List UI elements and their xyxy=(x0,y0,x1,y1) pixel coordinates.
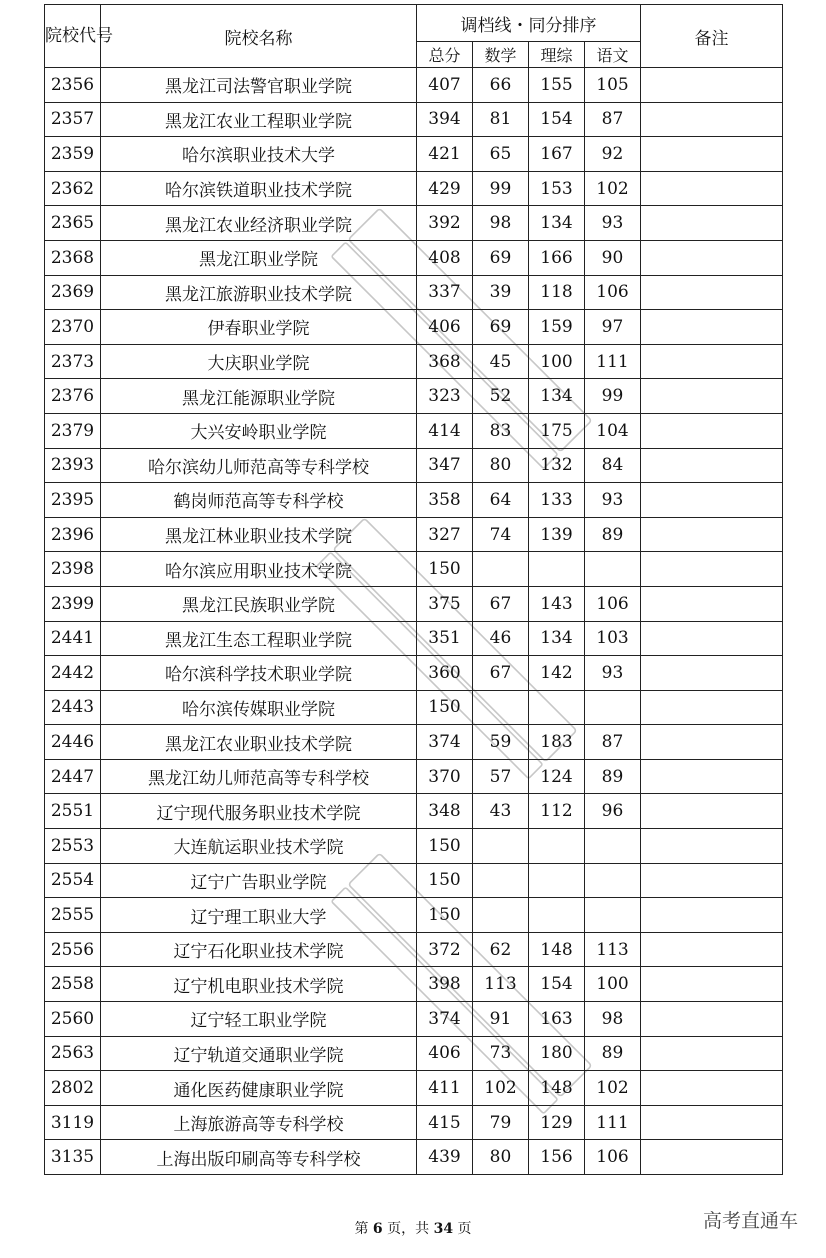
total-cell: 347 xyxy=(417,448,473,483)
science-cell: 133 xyxy=(529,483,585,518)
chinese-cell: 100 xyxy=(585,967,641,1002)
remark-cell xyxy=(641,898,783,933)
science-cell xyxy=(529,552,585,587)
code-cell: 2443 xyxy=(45,690,101,725)
name-cell: 大庆职业学院 xyxy=(101,344,417,379)
code-cell: 2399 xyxy=(45,586,101,621)
name-cell: 哈尔滨职业技术大学 xyxy=(101,137,417,172)
code-cell: 2446 xyxy=(45,725,101,760)
code-cell: 2373 xyxy=(45,344,101,379)
remark-cell xyxy=(641,171,783,206)
science-cell: 154 xyxy=(529,967,585,1002)
math-cell: 52 xyxy=(473,379,529,414)
total-cell: 327 xyxy=(417,517,473,552)
total-cell: 406 xyxy=(417,310,473,345)
math-cell: 62 xyxy=(473,932,529,967)
math-cell xyxy=(473,552,529,587)
code-cell: 2553 xyxy=(45,829,101,864)
total-cell: 421 xyxy=(417,137,473,172)
code-cell: 2359 xyxy=(45,137,101,172)
remark-cell xyxy=(641,275,783,310)
table-row xyxy=(45,759,783,794)
remark-cell xyxy=(641,932,783,967)
science-cell: 154 xyxy=(529,102,585,137)
name-cell: 上海出版印刷高等专科学校 xyxy=(101,1140,417,1175)
remark-cell xyxy=(641,794,783,829)
name-cell: 辽宁现代服务职业技术学院 xyxy=(101,794,417,829)
remark-cell xyxy=(641,102,783,137)
remark-cell xyxy=(641,483,783,518)
science-cell: 163 xyxy=(529,1002,585,1037)
math-cell: 83 xyxy=(473,413,529,448)
admission-score-table xyxy=(44,4,783,1175)
math-cell: 43 xyxy=(473,794,529,829)
chinese-cell: 106 xyxy=(585,275,641,310)
table-row xyxy=(45,863,783,898)
total-cell: 398 xyxy=(417,967,473,1002)
total-cell: 150 xyxy=(417,552,473,587)
name-cell: 鹤岗师范高等专科学校 xyxy=(101,483,417,518)
chinese-cell: 87 xyxy=(585,102,641,137)
name-cell: 哈尔滨传媒职业学院 xyxy=(101,690,417,725)
name-cell: 上海旅游高等专科学校 xyxy=(101,1105,417,1140)
total-cell: 351 xyxy=(417,621,473,656)
header-science: 理综 xyxy=(529,42,585,68)
table-row xyxy=(45,137,783,172)
math-cell: 66 xyxy=(473,68,529,103)
name-cell: 哈尔滨幼儿师范高等专科学校 xyxy=(101,448,417,483)
code-cell: 2441 xyxy=(45,621,101,656)
table-row xyxy=(45,586,783,621)
math-cell: 45 xyxy=(473,344,529,379)
table-row xyxy=(45,1071,783,1106)
table-row xyxy=(45,517,783,552)
remark-cell xyxy=(641,690,783,725)
header-school-name: 院校名称 xyxy=(101,5,417,68)
science-cell: 159 xyxy=(529,310,585,345)
chinese-cell: 98 xyxy=(585,1002,641,1037)
code-cell: 2563 xyxy=(45,1036,101,1071)
code-cell: 2802 xyxy=(45,1071,101,1106)
math-cell: 59 xyxy=(473,725,529,760)
remark-cell xyxy=(641,1002,783,1037)
name-cell: 黑龙江农业职业技术学院 xyxy=(101,725,417,760)
total-cell: 392 xyxy=(417,206,473,241)
total-cell: 394 xyxy=(417,102,473,137)
total-pages: 34 xyxy=(433,1221,454,1237)
total-cell: 439 xyxy=(417,1140,473,1175)
science-cell: 175 xyxy=(529,413,585,448)
table-row xyxy=(45,448,783,483)
code-cell: 2395 xyxy=(45,483,101,518)
remark-cell xyxy=(641,586,783,621)
name-cell: 黑龙江旅游职业技术学院 xyxy=(101,275,417,310)
code-cell: 2554 xyxy=(45,863,101,898)
chinese-cell xyxy=(585,690,641,725)
remark-cell xyxy=(641,863,783,898)
total-cell: 368 xyxy=(417,344,473,379)
total-cell: 374 xyxy=(417,725,473,760)
remark-cell xyxy=(641,240,783,275)
math-cell: 99 xyxy=(473,171,529,206)
table-row xyxy=(45,379,783,414)
total-cell: 323 xyxy=(417,379,473,414)
math-cell: 98 xyxy=(473,206,529,241)
math-cell xyxy=(473,829,529,864)
remark-cell xyxy=(641,725,783,760)
table-row xyxy=(45,725,783,760)
code-cell: 2551 xyxy=(45,794,101,829)
name-cell: 黑龙江幼儿师范高等专科学校 xyxy=(101,759,417,794)
table-body xyxy=(45,68,783,1175)
code-cell: 2370 xyxy=(45,310,101,345)
science-cell: 156 xyxy=(529,1140,585,1175)
total-cell: 407 xyxy=(417,68,473,103)
science-cell: 148 xyxy=(529,932,585,967)
name-cell: 哈尔滨应用职业技术学院 xyxy=(101,552,417,587)
table-row xyxy=(45,656,783,691)
science-cell: 153 xyxy=(529,171,585,206)
code-cell: 2556 xyxy=(45,932,101,967)
remark-cell xyxy=(641,448,783,483)
math-cell: 73 xyxy=(473,1036,529,1071)
name-cell: 黑龙江职业学院 xyxy=(101,240,417,275)
name-cell: 辽宁轻工职业学院 xyxy=(101,1002,417,1037)
math-cell xyxy=(473,690,529,725)
current-page: 6 xyxy=(372,1221,383,1237)
science-cell: 132 xyxy=(529,448,585,483)
math-cell: 69 xyxy=(473,240,529,275)
name-cell: 黑龙江司法警官职业学院 xyxy=(101,68,417,103)
chinese-cell: 97 xyxy=(585,310,641,345)
remark-cell xyxy=(641,1071,783,1106)
table-row xyxy=(45,898,783,933)
name-cell: 辽宁理工职业大学 xyxy=(101,898,417,933)
code-cell: 2555 xyxy=(45,898,101,933)
code-cell: 2442 xyxy=(45,656,101,691)
total-cell: 358 xyxy=(417,483,473,518)
total-cell: 150 xyxy=(417,863,473,898)
code-cell: 3135 xyxy=(45,1140,101,1175)
total-cell: 360 xyxy=(417,656,473,691)
name-cell: 黑龙江民族职业学院 xyxy=(101,586,417,621)
table-row xyxy=(45,206,783,241)
chinese-cell: 89 xyxy=(585,517,641,552)
math-cell: 102 xyxy=(473,1071,529,1106)
science-cell: 155 xyxy=(529,68,585,103)
math-cell: 67 xyxy=(473,656,529,691)
code-cell: 2368 xyxy=(45,240,101,275)
chinese-cell: 104 xyxy=(585,413,641,448)
math-cell: 74 xyxy=(473,517,529,552)
math-cell: 81 xyxy=(473,102,529,137)
science-cell: 180 xyxy=(529,1036,585,1071)
science-cell: 134 xyxy=(529,621,585,656)
code-cell: 2396 xyxy=(45,517,101,552)
chinese-cell: 106 xyxy=(585,1140,641,1175)
total-cell: 370 xyxy=(417,759,473,794)
code-cell: 2398 xyxy=(45,552,101,587)
name-cell: 大连航运职业技术学院 xyxy=(101,829,417,864)
math-cell: 79 xyxy=(473,1105,529,1140)
remark-cell xyxy=(641,1140,783,1175)
total-cell: 375 xyxy=(417,586,473,621)
table-row xyxy=(45,1002,783,1037)
science-cell xyxy=(529,898,585,933)
remark-cell xyxy=(641,68,783,103)
header-math: 数学 xyxy=(473,42,529,68)
name-cell: 黑龙江农业经济职业学院 xyxy=(101,206,417,241)
table-row xyxy=(45,1140,783,1175)
total-cell: 429 xyxy=(417,171,473,206)
table-row xyxy=(45,1105,783,1140)
code-cell: 2365 xyxy=(45,206,101,241)
chinese-cell: 111 xyxy=(585,1105,641,1140)
remark-cell xyxy=(641,379,783,414)
table-row xyxy=(45,967,783,1002)
code-cell: 2357 xyxy=(45,102,101,137)
header-cutoff-group: 调档线・同分排序 xyxy=(417,5,641,42)
remark-cell xyxy=(641,621,783,656)
name-cell: 辽宁石化职业技术学院 xyxy=(101,932,417,967)
remark-cell xyxy=(641,829,783,864)
total-cell: 406 xyxy=(417,1036,473,1071)
science-cell: 124 xyxy=(529,759,585,794)
science-cell: 129 xyxy=(529,1105,585,1140)
math-cell: 80 xyxy=(473,448,529,483)
remark-cell xyxy=(641,344,783,379)
chinese-cell: 84 xyxy=(585,448,641,483)
chinese-cell: 93 xyxy=(585,483,641,518)
header-remark: 备注 xyxy=(641,5,783,68)
table-row xyxy=(45,829,783,864)
total-cell: 348 xyxy=(417,794,473,829)
code-cell: 2447 xyxy=(45,759,101,794)
science-cell: 134 xyxy=(529,206,585,241)
name-cell: 黑龙江农业工程职业学院 xyxy=(101,102,417,137)
name-cell: 哈尔滨铁道职业技术学院 xyxy=(101,171,417,206)
code-cell: 2558 xyxy=(45,967,101,1002)
header-school-code: 院校代号 xyxy=(45,5,101,68)
chinese-cell: 92 xyxy=(585,137,641,172)
total-cell: 411 xyxy=(417,1071,473,1106)
math-cell xyxy=(473,863,529,898)
table-row xyxy=(45,171,783,206)
table-row xyxy=(45,483,783,518)
math-cell: 39 xyxy=(473,275,529,310)
table-row xyxy=(45,102,783,137)
code-cell: 2379 xyxy=(45,413,101,448)
remark-cell xyxy=(641,759,783,794)
science-cell xyxy=(529,690,585,725)
total-cell: 337 xyxy=(417,275,473,310)
chinese-cell: 111 xyxy=(585,344,641,379)
code-cell: 2356 xyxy=(45,68,101,103)
total-cell: 372 xyxy=(417,932,473,967)
science-cell xyxy=(529,863,585,898)
chinese-cell: 106 xyxy=(585,586,641,621)
remark-cell xyxy=(641,656,783,691)
chinese-cell: 96 xyxy=(585,794,641,829)
science-cell: 139 xyxy=(529,517,585,552)
science-cell xyxy=(529,829,585,864)
total-cell: 150 xyxy=(417,898,473,933)
chinese-cell: 105 xyxy=(585,68,641,103)
total-cell: 150 xyxy=(417,690,473,725)
chinese-cell xyxy=(585,552,641,587)
math-cell: 46 xyxy=(473,621,529,656)
chinese-cell: 102 xyxy=(585,171,641,206)
table-row xyxy=(45,552,783,587)
code-cell: 2362 xyxy=(45,171,101,206)
code-cell: 2560 xyxy=(45,1002,101,1037)
math-cell: 67 xyxy=(473,586,529,621)
total-cell: 408 xyxy=(417,240,473,275)
math-cell: 113 xyxy=(473,967,529,1002)
chinese-cell: 89 xyxy=(585,1036,641,1071)
math-cell: 57 xyxy=(473,759,529,794)
chinese-cell: 90 xyxy=(585,240,641,275)
science-cell: 134 xyxy=(529,379,585,414)
science-cell: 166 xyxy=(529,240,585,275)
table-row xyxy=(45,68,783,103)
name-cell: 通化医药健康职业学院 xyxy=(101,1071,417,1106)
chinese-cell: 87 xyxy=(585,725,641,760)
remark-cell xyxy=(641,413,783,448)
name-cell: 辽宁机电职业技术学院 xyxy=(101,967,417,1002)
chinese-cell: 89 xyxy=(585,759,641,794)
remark-cell xyxy=(641,967,783,1002)
remark-cell xyxy=(641,206,783,241)
name-cell: 黑龙江生态工程职业学院 xyxy=(101,621,417,656)
chinese-cell: 103 xyxy=(585,621,641,656)
header-chinese: 语文 xyxy=(585,42,641,68)
science-cell: 183 xyxy=(529,725,585,760)
name-cell: 大兴安岭职业学院 xyxy=(101,413,417,448)
name-cell: 辽宁广告职业学院 xyxy=(101,863,417,898)
table-row xyxy=(45,1036,783,1071)
total-cell: 374 xyxy=(417,1002,473,1037)
science-cell: 142 xyxy=(529,656,585,691)
science-cell: 112 xyxy=(529,794,585,829)
remark-cell xyxy=(641,517,783,552)
code-cell: 3119 xyxy=(45,1105,101,1140)
chinese-cell: 99 xyxy=(585,379,641,414)
table-row xyxy=(45,621,783,656)
total-cell: 414 xyxy=(417,413,473,448)
code-cell: 2376 xyxy=(45,379,101,414)
chinese-cell: 93 xyxy=(585,656,641,691)
math-cell: 91 xyxy=(473,1002,529,1037)
brand-watermark: 高考直通车 xyxy=(702,1210,798,1232)
science-cell: 143 xyxy=(529,586,585,621)
table-row xyxy=(45,344,783,379)
math-cell: 65 xyxy=(473,137,529,172)
remark-cell xyxy=(641,1036,783,1071)
name-cell: 辽宁轨道交通职业学院 xyxy=(101,1036,417,1071)
name-cell: 黑龙江能源职业学院 xyxy=(101,379,417,414)
name-cell: 伊春职业学院 xyxy=(101,310,417,345)
chinese-cell: 93 xyxy=(585,206,641,241)
science-cell: 167 xyxy=(529,137,585,172)
chinese-cell: 102 xyxy=(585,1071,641,1106)
science-cell: 100 xyxy=(529,344,585,379)
total-cell: 415 xyxy=(417,1105,473,1140)
name-cell: 黑龙江林业职业技术学院 xyxy=(101,517,417,552)
remark-cell xyxy=(641,552,783,587)
code-cell: 2369 xyxy=(45,275,101,310)
science-cell: 118 xyxy=(529,275,585,310)
header-total: 总分 xyxy=(417,42,473,68)
chinese-cell xyxy=(585,829,641,864)
table-row xyxy=(45,690,783,725)
table-row xyxy=(45,275,783,310)
code-cell: 2393 xyxy=(45,448,101,483)
table-row xyxy=(45,932,783,967)
chinese-cell xyxy=(585,863,641,898)
table-row xyxy=(45,413,783,448)
remark-cell xyxy=(641,1105,783,1140)
chinese-cell: 113 xyxy=(585,932,641,967)
table-row xyxy=(45,794,783,829)
name-cell: 哈尔滨科学技术职业学院 xyxy=(101,656,417,691)
math-cell: 64 xyxy=(473,483,529,518)
math-cell: 80 xyxy=(473,1140,529,1175)
chinese-cell xyxy=(585,898,641,933)
page-footer: 第 6 页，共 34 页 xyxy=(354,1221,472,1237)
table-row xyxy=(45,310,783,345)
science-cell: 148 xyxy=(529,1071,585,1106)
remark-cell xyxy=(641,137,783,172)
remark-cell xyxy=(641,310,783,345)
math-cell xyxy=(473,898,529,933)
total-cell: 150 xyxy=(417,829,473,864)
math-cell: 69 xyxy=(473,310,529,345)
table-row xyxy=(45,240,783,275)
